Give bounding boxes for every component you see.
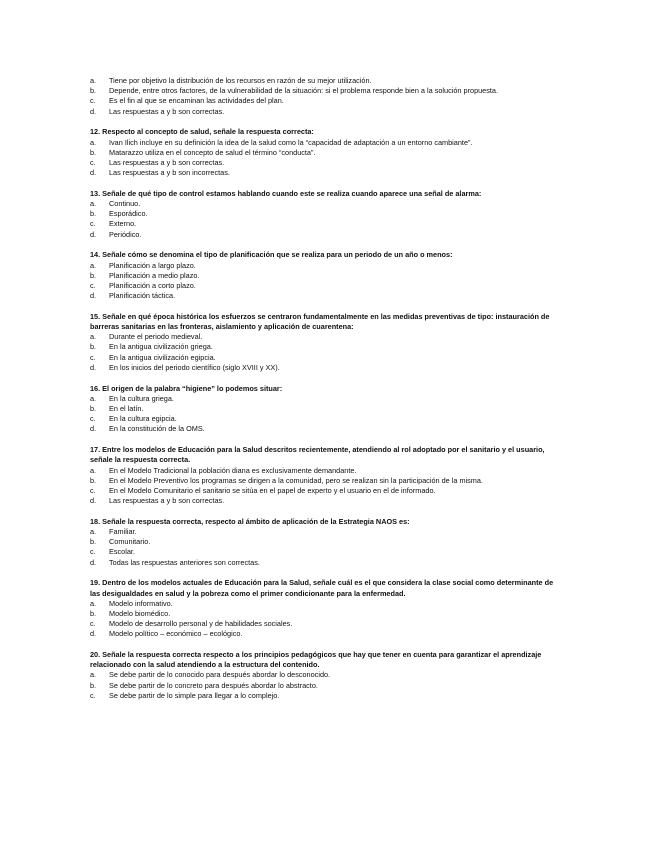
option-text: Se debe partir de lo conocido para después abordar lo desconocido. [109, 670, 331, 680]
option-item [90, 558, 560, 568]
option-text: Externo. [109, 219, 137, 229]
question-16 [90, 384, 560, 435]
question-18 [90, 517, 560, 568]
option-text: Planificación a largo plazo. [109, 260, 196, 270]
option-item [90, 219, 560, 229]
option-text: Continuo. [109, 199, 141, 209]
option-text: Esporádico. [109, 209, 148, 219]
option-list [90, 599, 560, 640]
option-text: Tiene por objetivo la distribución de los recursos en razón de su mejor utilización. [109, 76, 372, 85]
option-letter: a. [90, 137, 97, 147]
option-text: Comunitario. [109, 537, 151, 547]
question-stem: 19. Dentro de los modelos actuales de Educación para la Salud, señale cuál es el que considera la clase social como determinante de las desigualdades en salud y la pobreza como el primer condicionante para la enfermedad. [90, 578, 554, 598]
question-stem: 17. Entre los modelos de Educación para la Salud descritos recientemente, atendiendo al rol adoptado por el sanitario y el usuario, señale la respuesta correcta. [90, 445, 545, 465]
question-14 [90, 250, 560, 301]
option-item [90, 261, 560, 271]
option-letter: d. [90, 106, 97, 116]
option-item [90, 527, 560, 537]
question-stem: 14. Señale cómo se denomina el tipo de planificación que se realiza para un periodo de un año o menos: [90, 250, 453, 260]
option-text: En la antigua civilización egipcia. [109, 352, 216, 362]
option-item [90, 281, 560, 291]
document-body [90, 76, 560, 701]
option-list [90, 527, 560, 568]
option-letter: d. [90, 229, 97, 239]
option-letter: b. [90, 608, 97, 618]
option-letter: c. [90, 96, 96, 106]
option-item [90, 86, 560, 96]
option-letter: c. [90, 414, 96, 424]
option-item [90, 271, 560, 281]
option-letter: c. [90, 485, 96, 495]
option-text: En el latín. [109, 403, 144, 413]
option-item [90, 230, 560, 240]
question-15 [90, 312, 560, 373]
option-letter: d. [90, 557, 97, 567]
option-item [90, 96, 560, 106]
question-stem: 16. El origen de la palabra “higiene” lo podemos situar: [90, 383, 283, 393]
question-12 [90, 127, 560, 178]
option-letter: d. [90, 424, 97, 434]
option-text: Familiar. [109, 527, 137, 537]
option-item [90, 209, 560, 219]
option-list [90, 332, 560, 373]
option-item [90, 496, 560, 506]
option-item [90, 609, 560, 619]
option-item [90, 363, 560, 373]
option-list [90, 466, 560, 507]
option-letter: d. [90, 629, 97, 639]
option-text: Matarazzo utiliza en el concepto de salud el término “conducta”. [109, 147, 316, 157]
option-letter: a. [90, 76, 97, 85]
option-item [90, 466, 560, 476]
option-letter: c. [90, 619, 96, 629]
option-text: En la antigua civilización griega. [109, 342, 213, 352]
option-letter: b. [90, 86, 97, 96]
option-letter: c. [90, 352, 96, 362]
option-letter: d. [90, 496, 97, 506]
question-13 [90, 189, 560, 240]
option-letter: c. [90, 219, 96, 229]
option-item [90, 681, 560, 691]
option-letter: a. [90, 527, 97, 537]
option-list [90, 670, 560, 701]
question-stem: 12. Respecto al concepto de salud, señale la respuesta correcta: [90, 127, 314, 137]
option-item [90, 691, 560, 701]
option-item [90, 486, 560, 496]
option-text: Es el fin al que se encaminan las actividades del plan. [109, 96, 284, 106]
option-text: Se debe partir de lo concreto para después abordar lo abstracto. [109, 680, 318, 690]
option-list [90, 394, 560, 435]
option-item [90, 158, 560, 168]
option-item [90, 547, 560, 557]
option-letter: a. [90, 260, 97, 270]
option-letter: b. [90, 342, 97, 352]
question-stem: 20. Señale la respuesta correcta respecto a los principios pedagógicos que hay que tener en cuenta para garantizar el aprendizaje relacionado con la salud atendiendo a la estructura del contenido. [90, 650, 542, 670]
option-text: Planificación táctica. [109, 291, 176, 301]
option-text: Durante el periodo medieval. [109, 332, 203, 342]
option-text: Ivan Ilich incluye en su definición la idea de la salud como la “capacidad de adaptación a un entorno cambiante”. [109, 137, 473, 147]
option-item [90, 599, 560, 609]
option-letter: c. [90, 280, 96, 290]
option-item [90, 107, 560, 117]
option-text: Las respuestas a y b son correctas. [109, 157, 225, 167]
option-list [90, 138, 560, 179]
question-20 [90, 650, 560, 701]
question-17 [90, 445, 560, 506]
option-item [90, 199, 560, 209]
option-letter: a. [90, 393, 97, 403]
option-letter: d. [90, 362, 97, 372]
option-text: En la cultura griega. [109, 393, 174, 403]
option-text: En los inicios del periodo científico (siglo XVIII y XX). [109, 362, 280, 372]
option-item [90, 332, 560, 342]
option-text: Las respuestas a y b son correctas. [109, 496, 225, 506]
question-stem: 18. Señale la respuesta correcta, respecto al ámbito de aplicación de la Estrategia NAOS es: [90, 516, 410, 526]
question-stem: 15. Señale en qué época histórica los esfuerzos se centraron fundamentalmente en las medidas preventivas de tipo: instauración de barreras sanitarias en las fronteras, aislamiento y aplicación de cuarentena: [90, 311, 550, 332]
option-item [90, 148, 560, 158]
option-text: En la constitución de la OMS. [109, 424, 205, 434]
question-stem: 13. Señale de qué tipo de control estamos hablando cuando este se realiza cuando aparece una señal de alarma: [90, 188, 482, 198]
option-letter: b. [90, 270, 97, 280]
option-item [90, 629, 560, 639]
option-text: Se debe partir de lo simple para llegar a lo complejo. [109, 690, 280, 700]
option-item [90, 291, 560, 301]
option-text: En el Modelo Tradicional la población diana es exclusivamente demandante. [109, 465, 357, 475]
option-letter: c. [90, 690, 96, 700]
option-item [90, 394, 560, 404]
option-text: Modelo biomédico. [109, 608, 171, 618]
option-item [90, 619, 560, 629]
option-text: En el Modelo Comunitario el sanitario se sitúa en el papel de experto y el usuario en el de informado. [109, 485, 436, 495]
option-letter: b. [90, 475, 97, 485]
option-letter: d. [90, 291, 97, 301]
option-text: Modelo informativo. [109, 598, 173, 608]
option-letter: b. [90, 680, 97, 690]
option-list [90, 199, 560, 240]
option-text: Todas las respuestas anteriores son correctas. [109, 557, 260, 567]
option-letter: c. [90, 547, 96, 557]
question-19 [90, 578, 560, 639]
option-item [90, 424, 560, 434]
option-item [90, 168, 560, 178]
option-list [90, 261, 560, 302]
option-letter: b. [90, 537, 97, 547]
option-text: Periódico. [109, 229, 142, 239]
option-letter: a. [90, 465, 97, 475]
option-item [90, 404, 560, 414]
option-text: En la cultura egipcia. [109, 414, 177, 424]
option-item [90, 537, 560, 547]
option-item [90, 670, 560, 680]
option-letter: d. [90, 168, 97, 178]
option-letter: b. [90, 209, 97, 219]
option-text: Modelo político – económico – ecológico. [109, 629, 243, 639]
option-letter: a. [90, 598, 97, 608]
option-text: Las respuestas a y b son incorrectas. [109, 168, 230, 178]
option-letter: a. [90, 670, 97, 680]
option-text: Planificación a medio plazo. [109, 270, 200, 280]
option-letter: b. [90, 147, 97, 157]
option-item [90, 476, 560, 486]
option-text: Modelo de desarrollo personal y de habilidades sociales. [109, 619, 293, 629]
option-letter: a. [90, 332, 97, 342]
leading-option-list [90, 76, 560, 117]
option-item [90, 414, 560, 424]
option-item [90, 342, 560, 352]
option-text: Las respuestas a y b son correctas. [109, 106, 225, 116]
option-item [90, 353, 560, 363]
option-letter: c. [90, 157, 96, 167]
option-letter: b. [90, 403, 97, 413]
option-text: Depende, entre otros factores, de la vulnerabilidad de la situación: si el problema responde bien a la solución propuesta. [109, 86, 499, 96]
option-text: Planificación a corto plazo. [109, 280, 196, 290]
option-item [90, 76, 560, 86]
option-text: Escolar. [109, 547, 135, 557]
option-letter: a. [90, 199, 97, 209]
option-text: En el Modelo Preventivo los programas se dirigen a la comunidad, pero se realizan sin la participación de la misma. [109, 475, 483, 485]
option-item [90, 138, 560, 148]
